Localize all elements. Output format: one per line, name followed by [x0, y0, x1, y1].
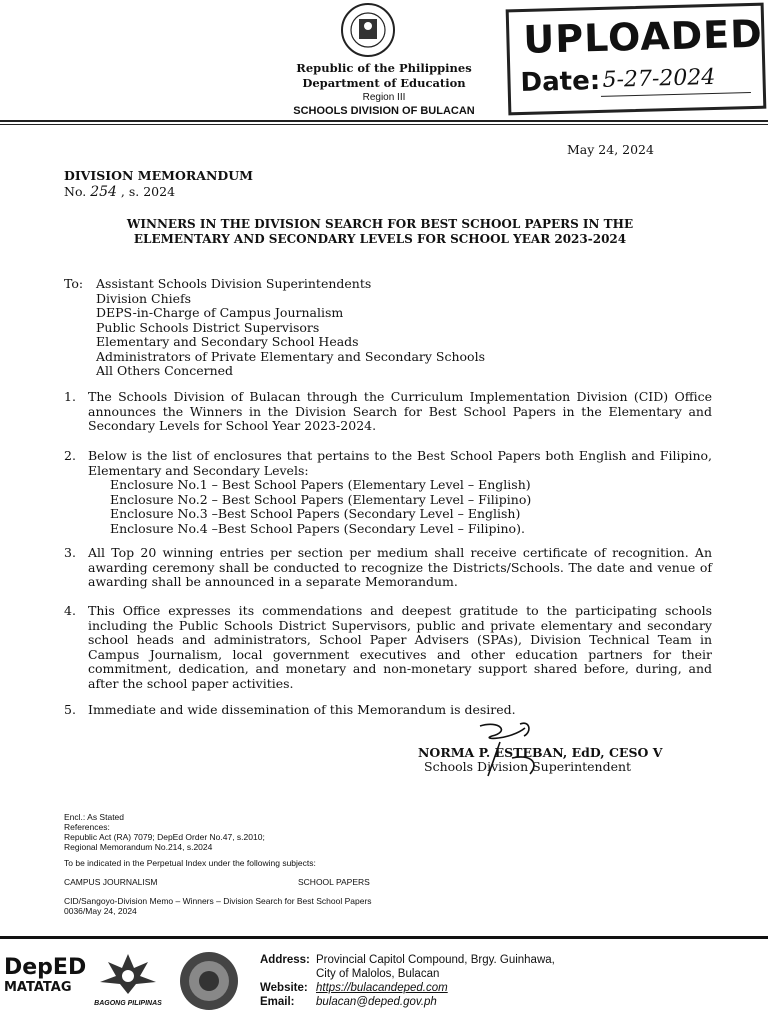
paragraph-number: 3.: [64, 545, 76, 560]
footer-email[interactable]: bulacan@deped.gov.ph: [316, 996, 437, 1008]
notes-subject1: CAMPUS JOURNALISM: [64, 877, 158, 887]
recipients-list: [96, 277, 485, 379]
enclosure-list: [110, 478, 712, 536]
footer-address-label: Address:: [260, 954, 310, 966]
recipient-item: Administrators of Private Elementary and Secondary Schools: [96, 348, 485, 364]
recipients-label: To:: [64, 276, 84, 291]
notes-index-note: To be indicated in the Perpetual Index under the following subjects:: [64, 858, 316, 868]
footer-website-link[interactable]: https://bulacandeped.com: [316, 982, 448, 994]
footer-address-line1: Provincial Capitol Compound, Brgy. Guinhawa,: [316, 954, 555, 966]
notes-encl: Encl.: As Stated: [64, 812, 125, 822]
deped-seal-icon: [340, 2, 396, 58]
recipient-item: Elementary and Secondary School Heads: [96, 334, 359, 349]
memo-number-suffix: , s. 2024: [120, 184, 176, 199]
header-republic: Republic of the Philippines: [296, 61, 472, 75]
signatory-name: NORMA P. ESTEBAN, EdD, CESO V: [418, 745, 663, 760]
memo-date: May 24, 2024: [567, 142, 654, 157]
notes-file1: CID/Sangoyo-Division Memo – Winners – Division Search for Best School Papers: [64, 896, 372, 906]
notes-block: [64, 812, 265, 852]
paragraph-text: The Schools Division of Bulacan through the Curriculum Implementation Division (CID) Office announces the Winners in the Division Search for Best School Papers in the Elementary and Secondary Levels for School Year 2023-2024.: [88, 389, 712, 433]
notes-ref2: Regional Memorandum No.214, s.2024: [64, 842, 213, 852]
paragraph-2: [64, 449, 712, 536]
header-rule-thin: [0, 124, 768, 125]
memo-number-line: [64, 185, 175, 200]
paragraph-number: 5.: [64, 702, 76, 717]
memo-subject: [90, 217, 670, 247]
memo-subject-line1: WINNERS IN THE DIVISION SEARCH FOR BEST SCHOOL PAPERS IN THE: [126, 217, 634, 231]
header-department: Department of Education: [302, 76, 466, 90]
paragraph-1: [64, 390, 712, 434]
stamp-date-value: 5-27-2024: [602, 64, 716, 93]
enclosure-item: Enclosure No.1 – Best School Papers (Elementary Level – English): [110, 477, 531, 492]
paragraph-text: Immediate and wide dissemination of this Memorandum is desired.: [88, 702, 516, 717]
stamp-underline: [601, 92, 751, 97]
notes-references-label: References:: [64, 822, 110, 832]
memo-subject-line2: ELEMENTARY AND SECONDARY LEVELS FOR SCHOOL YEAR 2023-2024: [133, 232, 627, 246]
memo-type: DIVISION MEMORANDUM: [64, 168, 253, 183]
bagong-pilipinas-text: BAGONG PILIPINAS: [94, 1000, 162, 1007]
stamp-word: UPLOADED: [522, 11, 764, 62]
recipient-item: Division Chiefs: [96, 290, 192, 306]
bagong-pilipinas-logo: [90, 950, 166, 1008]
header-rule: [0, 120, 768, 122]
paragraph-number: 1.: [64, 389, 76, 404]
recipient-item: Assistant Schools Division Superintendents: [96, 276, 372, 291]
paragraph-4: [64, 604, 712, 691]
notes-ref1: Republic Act (RA) 7079; DepEd Order No.47, s.2010;: [64, 832, 265, 842]
recipient-item: DEPS-in-Charge of Campus Journalism: [96, 305, 344, 320]
memo-number: 254: [90, 184, 117, 200]
paragraph-text: This Office expresses its commendations and deepest gratitude to the participating schools including the Public Schools District Supervisors, public and private elementary and secondary school heads and administrators, School Paper Advisers (SPAs), Division Technical Team in Campus Journalism, local government executives and other education partners for their commitment, dedication, and monetary and non-monetary support shared before, during, and after the school paper activities.: [88, 603, 712, 691]
recipient-item: All Others Concerned: [96, 363, 234, 378]
division-seal-icon: [178, 950, 240, 1012]
footer-email-label: Email:: [260, 996, 295, 1008]
enclosure-item: Enclosure No.4 –Best School Papers (Secondary Level – Filipino).: [110, 520, 525, 536]
paragraph-5: [64, 703, 712, 718]
paragraph-text: All Top 20 winning entries per section per medium shall receive certificate of recognition. An awarding ceremony shall be conducted to recognize the Districts/Schools. The date and venue of awarding shall be announced in a separate Memorandum.: [88, 545, 712, 589]
notes-file2: 0036/May 24, 2024: [64, 906, 137, 916]
paragraph-number: 2.: [64, 448, 76, 463]
matatag-text: MATATAG: [4, 980, 72, 995]
stamp-date-label: Date:: [520, 65, 601, 99]
deped-logo: [4, 955, 87, 1012]
enclosure-item: Enclosure No.3 –Best School Papers (Secondary Level – English): [110, 506, 521, 521]
bagong-pilipinas-emblem-icon: [90, 950, 166, 996]
memo-number-prefix: No.: [64, 184, 87, 199]
header-region: Region III: [362, 92, 406, 103]
signatory-title: Schools Division Superintendent: [424, 759, 632, 774]
enclosure-item: Enclosure No.2 – Best School Papers (Elementary Level – Filipino): [110, 491, 532, 507]
header-division: SCHOOLS DIVISION OF BULACAN: [293, 105, 475, 117]
paragraph-3: [64, 546, 712, 590]
recipient-item: Public Schools District Supervisors: [96, 319, 320, 335]
deped-logo-text: DepED: [4, 955, 87, 980]
footer-website-label: Website:: [260, 982, 308, 994]
footer-rule: [0, 936, 768, 939]
paragraph-number: 4.: [64, 603, 76, 618]
notes-subject2: SCHOOL PAPERS: [298, 877, 370, 887]
footer-address-line2: City of Malolos, Bulacan: [316, 968, 440, 980]
uploaded-stamp: [506, 3, 767, 116]
paragraph-text: Below is the list of enclosures that pertains to the Best School Papers both English and Filipino, Elementary and Secondary Levels:: [88, 448, 712, 478]
